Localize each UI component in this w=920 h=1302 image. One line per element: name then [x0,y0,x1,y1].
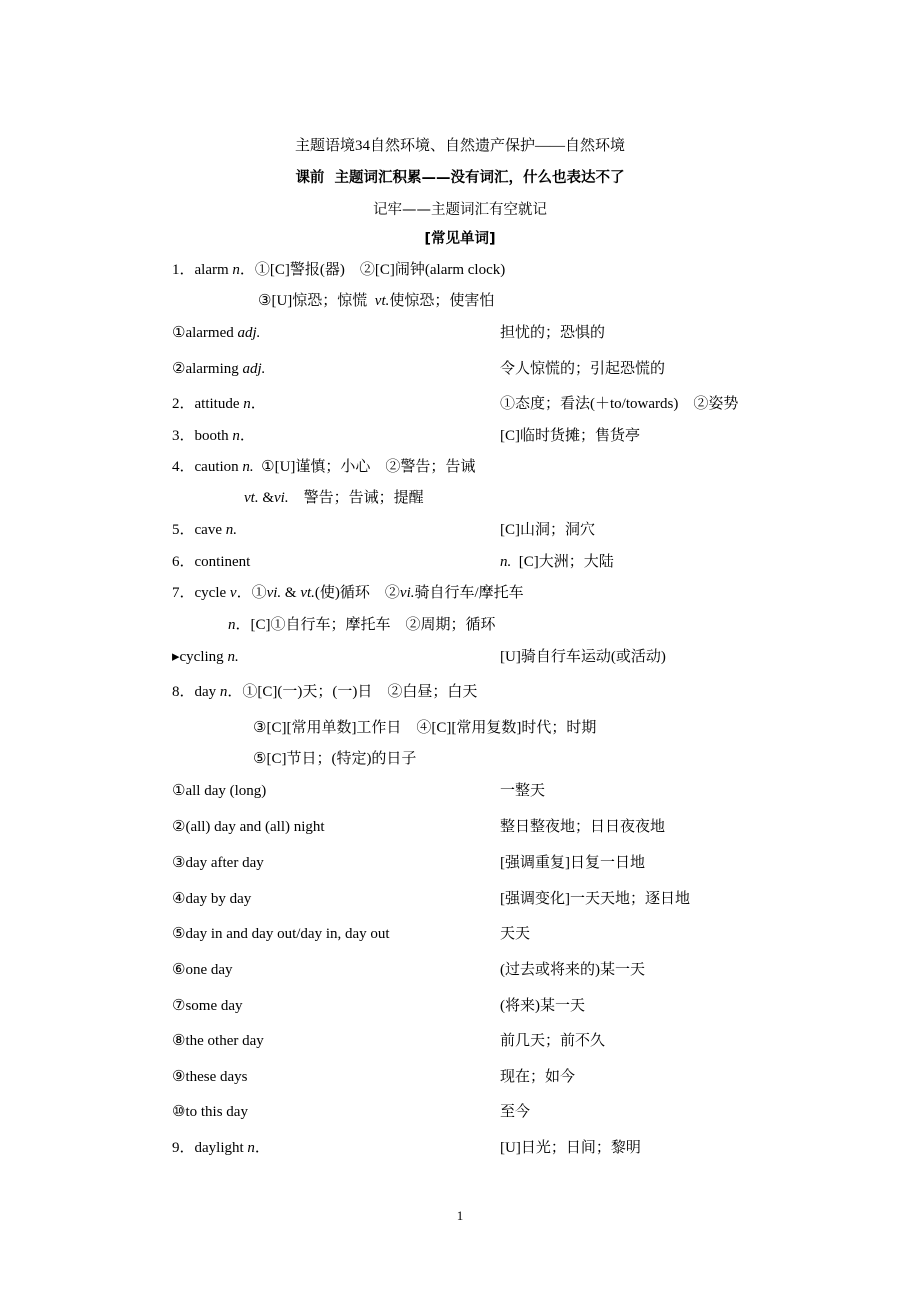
part-of-speech: n [247,1140,255,1156]
entry-term: vt. &vi. 警告；告诫；提醒 [244,490,424,506]
entry-definition: [C]山洞；洞穴 [500,522,595,538]
entry-term: 2．attitude n． [172,396,266,412]
entry-term: 1．alarm n．①[C]警报(器) ②[C]闹钟(alarm clock) [172,262,506,278]
entry-term: ⑤[C]节日；(特定)的日子 [253,751,417,767]
entry-term: ⑧the other day [172,1033,264,1049]
part-of-speech: n [232,262,240,278]
entry-term: 7．cycle v．①vi. & vt.(使)循环 ②vi.骑自行车/摩托车 [172,585,524,601]
category-heading: [常见单词] [424,231,496,247]
entry-term: 4．caution n. ①[U]谨慎；小心 ②警告；告诫 [172,459,476,475]
part-of-speech: vi. [266,585,282,601]
entry-term: 3．booth n． [172,428,255,444]
entry-term: 9．daylight n． [172,1140,270,1156]
entry-definition: ①态度；看法(＋to/towards) ②姿势 [500,396,739,412]
entry-term: ⑩to this day [172,1104,248,1120]
entry-term: ④day by day [172,891,252,907]
entry-definition: [C]临时货摊；售货亭 [500,428,640,444]
doc-subtitle: 课前 主题词汇积累——没有词汇，什么也表达不了 [295,170,625,186]
entry-term: ▸cycling n. [172,649,239,665]
entry-definition: (将来)某一天 [500,998,585,1014]
entry-term: 8．day n．①[C](一)天；(一)日 ②白昼；白天 [172,684,478,700]
entry-term: n．[C]①自行车；摩托车 ②周期；循环 [228,617,496,633]
entry-term: ③[C][常用单数]工作日 ④[C][常用复数]时代；时期 [253,720,597,736]
entry-definition: 整日整夜地；日日夜夜地 [500,819,666,835]
entry-term: ②(all) day and (all) night [172,819,325,835]
entry-definition: 令人惊慌的；引起恐慌的 [500,361,666,377]
entry-definition: 至今 [500,1104,531,1120]
entry-term: ②alarming adj. [172,361,266,377]
part-of-speech: n. [242,459,254,475]
entry-term: ⑦some day [172,998,243,1014]
part-of-speech: vi. [274,490,289,506]
entry-definition: [U]日光；日间；黎明 [500,1140,641,1156]
entry-definition: [强调重复]日复一日地 [500,855,645,871]
entry-term: ③day after day [172,855,264,871]
entry-term: 5．cave n. [172,522,237,538]
entry-definition: 现在；如今 [500,1069,576,1085]
part-of-speech: n. [227,649,239,665]
part-of-speech: vt. [244,490,259,506]
section-heading: 记牢——主题词汇有空就记 [373,202,547,218]
part-of-speech: n. [500,554,512,570]
entry-definition: [强调变化]一天天地；逐日地 [500,891,690,907]
entry-term: ⑥one day [172,962,233,978]
part-of-speech: adj. [242,361,266,377]
part-of-speech: adj. [237,325,261,341]
entry-definition: (过去或将来的)某一天 [500,962,645,978]
entry-term: ①alarmed adj. [172,325,261,341]
entry-definition: n. [C]大洲；大陆 [500,554,614,570]
entry-term: 6．continent [172,554,251,570]
part-of-speech: n [232,428,240,444]
entry-term: ⑨these days [172,1069,248,1085]
entry-definition: 担忧的；恐惧的 [500,325,606,341]
entry-definition: [U]骑自行车运动(或活动) [500,649,666,665]
part-of-speech: n [243,396,251,412]
entry-definition: 一整天 [500,783,546,799]
part-of-speech: vi. [399,585,415,601]
part-of-speech: vt. [300,585,315,601]
doc-title: 主题语境34自然环境、自然遗产保护——自然环境 [294,138,625,154]
part-of-speech: vt. [374,293,390,309]
entry-term: ①all day (long) [172,783,267,799]
entry-definition: 天天 [500,926,531,942]
entry-definition: 前几天；前不久 [500,1033,606,1049]
part-of-speech: n [219,684,228,700]
entry-term: ⑤day in and day out/day in, day out [172,926,390,942]
part-of-speech: n. [225,522,237,538]
page-number: 1 [456,1208,464,1223]
part-of-speech: v [229,585,237,601]
part-of-speech: n [228,617,236,633]
entry-term: ③[U]惊恐；惊慌 vt.使惊恐；使害怕 [258,293,495,309]
